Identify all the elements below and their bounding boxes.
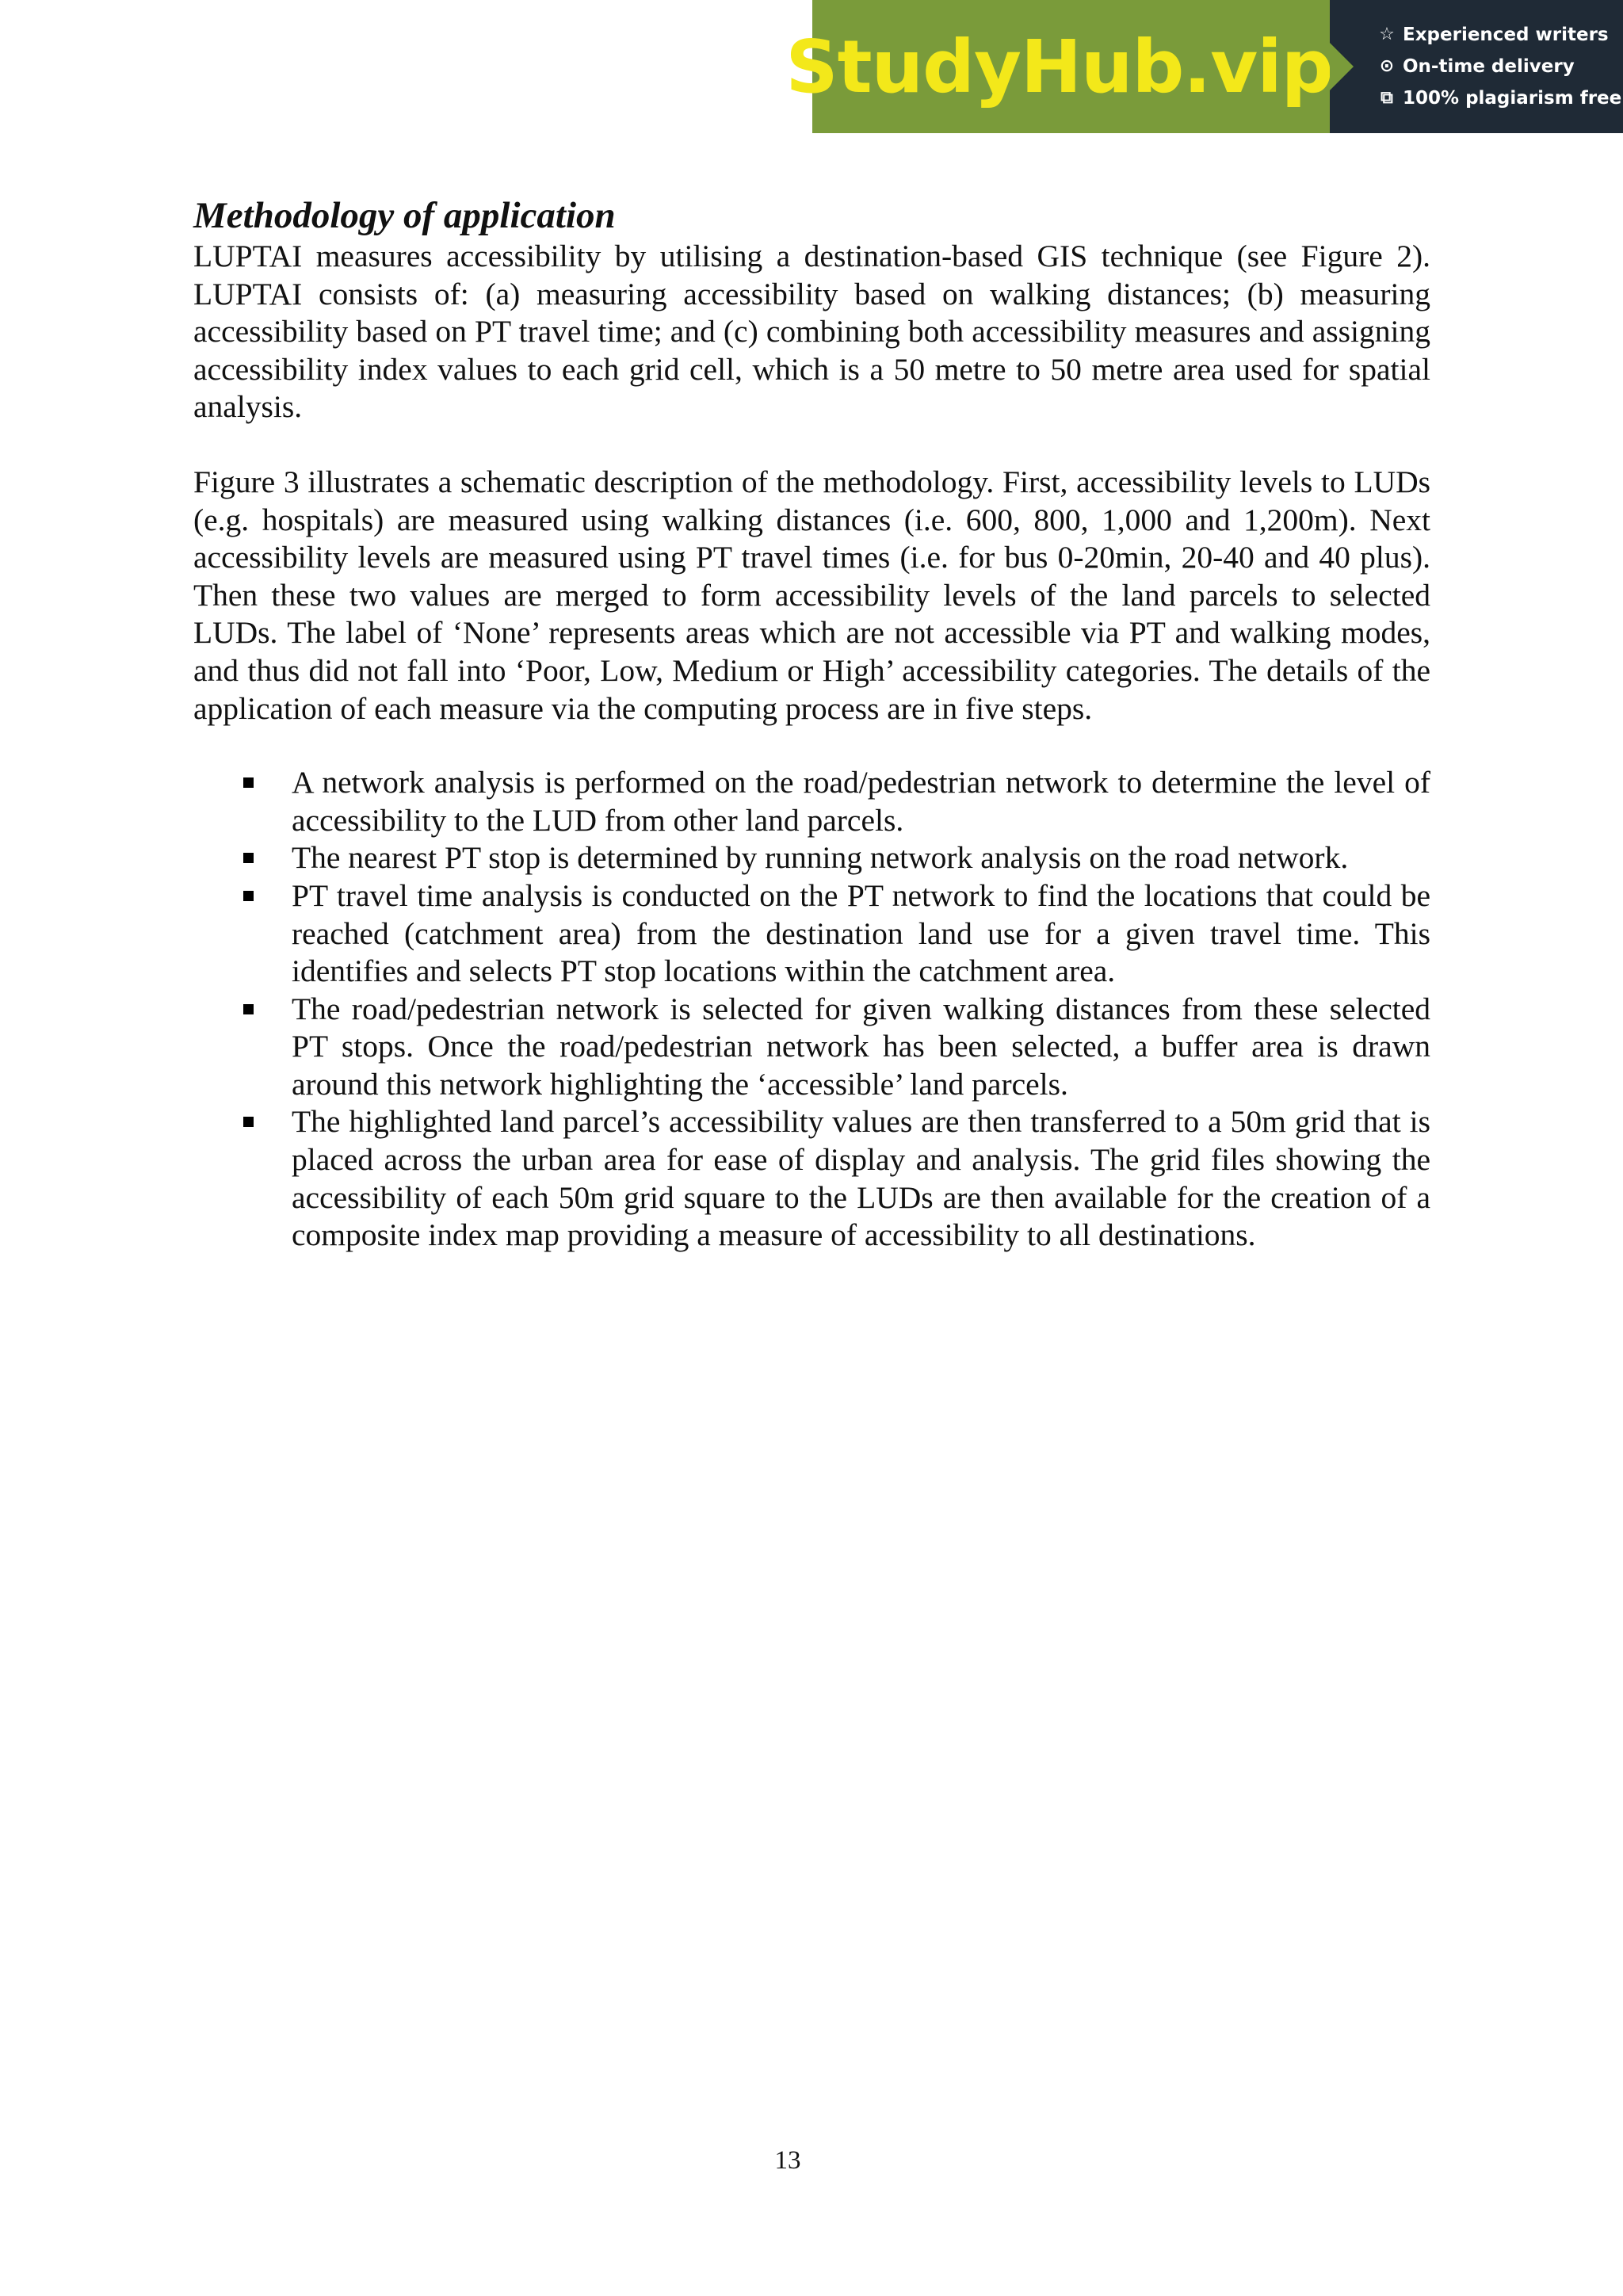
star-outline-icon: ☆ bbox=[1379, 25, 1395, 44]
document-body bbox=[193, 190, 1430, 1255]
square-bullet-icon bbox=[243, 1117, 254, 1127]
logo-text: StudyHub.vip bbox=[785, 24, 1333, 109]
list-item-text: The nearest PT stop is determined by running network analysis on the road network. bbox=[292, 840, 1349, 876]
list-item-text: The highlighted land parcel’s accessibility values are then transferred to a 50m grid that is placed across the urban area for ease of display and analysis. The grid files showing the accessibility of each 50m grid square to the LUDs are then available for the creation of a composite index map providing a measure of accessibility to all destinations. bbox=[292, 1104, 1430, 1253]
list-item-text: PT travel time analysis is conducted on the PT network to find the locations that could be reached (catchment area) from the destination land use for a given travel time. This identifies and selects PT stop locations within the catchment area. bbox=[292, 877, 1430, 989]
list-item bbox=[193, 991, 1430, 1104]
page-number: 13 bbox=[774, 2146, 801, 2175]
clock-icon: ⊙ bbox=[1379, 56, 1395, 76]
list-item bbox=[193, 764, 1430, 839]
list-item-text: A network analysis is performed on the road/pedestrian network to determine the level of accessibility to the LUD from other land parcels. bbox=[292, 765, 1430, 838]
feature-label: 100% plagiarism free bbox=[1403, 88, 1622, 109]
studyhub-logo[interactable] bbox=[785, 0, 1333, 133]
feature-plagiarism-free bbox=[1377, 86, 1623, 110]
square-bullet-icon bbox=[243, 891, 254, 901]
square-bullet-icon bbox=[243, 853, 254, 863]
square-bullet-icon bbox=[243, 1004, 254, 1014]
list-item bbox=[193, 839, 1430, 877]
square-bullet-icon bbox=[243, 777, 254, 788]
feature-on-time-delivery bbox=[1377, 55, 1623, 78]
paragraph: LUPTAI measures accessibility by utilising a destination-based GIS technique (see Figure 2). LUPTAI consists of: (a) measuring accessibility based on walking distances; (b) measuring accessibility based on PT travel time; and (c) combining both accessibility measures and assigning accessibility index values to each grid cell, which is a 50 metre to 50 metre area used for spatial analysis. bbox=[193, 239, 1430, 425]
promo-banner[interactable] bbox=[785, 0, 1623, 133]
feature-label: On-time delivery bbox=[1403, 56, 1575, 77]
steps-list bbox=[193, 764, 1430, 1255]
banner-features bbox=[1330, 0, 1623, 133]
copy-check-icon: ⧉ bbox=[1381, 88, 1393, 108]
feature-experienced-writers bbox=[1377, 23, 1623, 47]
list-item bbox=[193, 1103, 1430, 1254]
list-item bbox=[193, 877, 1430, 991]
paragraph: Figure 3 illustrates a schematic description of the methodology. First, accessibility levels to LUDs (e.g. hospitals) are measured using walking distances (i.e. 600, 800, 1,000 and 1,200m). Next accessibility levels are measured using PT travel times (i.e. for bus 0-20min, 20-40 and 40 plus). Then these two values are merged to form accessibility levels of the land parcels to selected LUDs. The label of ‘None’ represents areas which are not accessible via PT and walking modes, and thus did not fall into ‘Poor, Low, Medium or High’ accessibility categories. The details of the application of each measure via the computing process are in five steps. bbox=[193, 464, 1430, 726]
feature-label: Experienced writers bbox=[1403, 25, 1609, 45]
section-heading: Methodology of application bbox=[193, 195, 616, 236]
list-item-text: The road/pedestrian network is selected for given walking distances from these selected PT stops. Once the road/pedestrian network has been selected, a buffer area is drawn around this network highlighting the ‘accessible’ land parcels. bbox=[292, 991, 1430, 1102]
